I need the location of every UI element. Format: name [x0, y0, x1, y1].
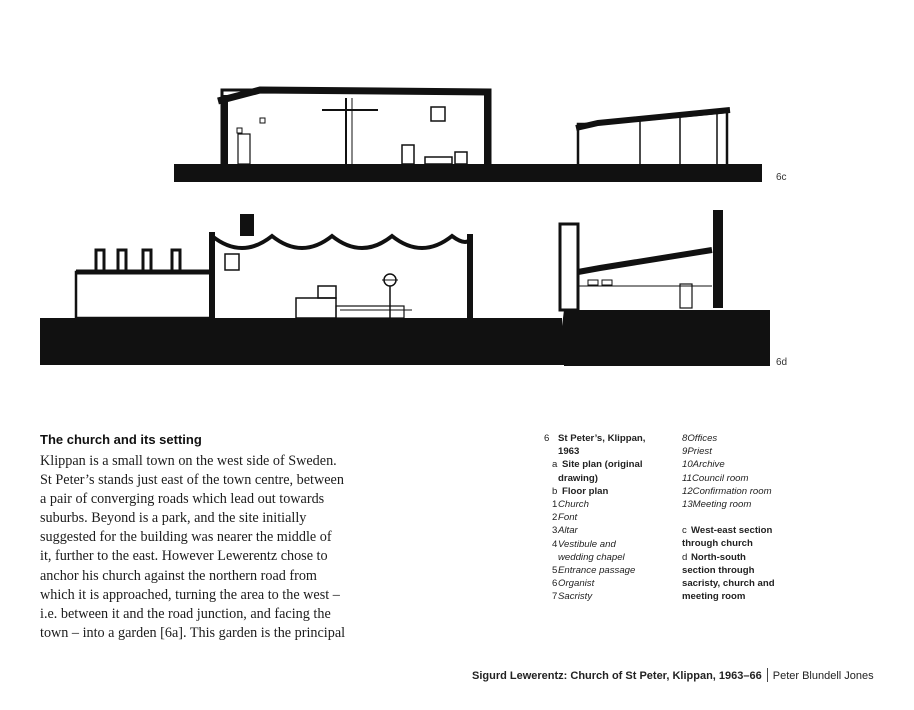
- legend-num: 8: [682, 433, 688, 444]
- legend-text: wedding chapel: [558, 551, 625, 563]
- legend-num: 13: [682, 499, 693, 511]
- legend-text: Meeting room: [692, 499, 752, 511]
- body-line: i.e. between it and the road junction, and facing the: [40, 605, 331, 622]
- legend-num: 9: [682, 446, 688, 458]
- body-line: which it is approached, turning the area to the west –: [40, 586, 340, 603]
- legend-num: 7: [552, 591, 558, 603]
- caption-key-c: c: [682, 525, 687, 537]
- caption-text-a: Site plan (original: [562, 459, 643, 471]
- legend-num: 10: [682, 459, 693, 471]
- caption-title-year: 1963: [558, 446, 580, 458]
- body-line: Klippan is a small town on the west side of Sweden.: [40, 453, 337, 469]
- legend-text: Font: [558, 512, 578, 524]
- caption-title: St Peter’s, Klippan,: [558, 433, 646, 444]
- caption-key-b: b: [552, 485, 558, 497]
- legend-text: Vestibule and: [558, 538, 616, 550]
- legend-text: Council room: [691, 472, 749, 484]
- footer-title: Sigurd Lewerentz: Church of St Peter, Klippan, 1963–66: [472, 670, 762, 682]
- caption-text-a-cont: drawing): [558, 472, 598, 484]
- figure-caption-left: [544, 432, 674, 604]
- running-footer: [472, 668, 892, 682]
- legend-num: 3: [552, 525, 558, 537]
- legend-text: Organist: [558, 578, 595, 590]
- caption-text-b: Floor plan: [562, 485, 609, 497]
- legend-num: 2: [552, 512, 558, 524]
- legend-num: 1: [552, 499, 558, 511]
- article-body: [40, 452, 392, 643]
- figure-caption-right: [682, 432, 792, 603]
- footer-author: Peter Blundell Jones: [772, 670, 874, 682]
- legend-text: Entrance passage: [558, 565, 636, 577]
- caption-text-c-cont: through church: [682, 538, 753, 550]
- caption-number: 6: [544, 433, 550, 444]
- caption-text-d-cont: section through: [682, 564, 755, 576]
- legend-num: 12: [682, 485, 693, 497]
- body-line: anchor his church against the northern road from: [40, 567, 317, 584]
- caption-key-d: d: [682, 551, 688, 563]
- caption-text-d-cont: sacristy, church and: [682, 578, 775, 590]
- body-line: suggested for the building was nearer the middle of: [40, 529, 332, 546]
- caption-text-d: North-south: [691, 551, 746, 563]
- legend-num: [544, 551, 558, 564]
- body-line: a pair of converging roads which lead out towards: [40, 491, 325, 508]
- body-line: suburbs. Beyond is a park, and the site initially: [40, 510, 307, 527]
- caption-key-a: a: [552, 459, 558, 471]
- caption-text-c: West-east section: [691, 525, 773, 537]
- section-6c: [174, 90, 762, 182]
- legend-text: Sacristy: [558, 591, 593, 603]
- body-line: St Peter’s stands just east of the town centre, between: [40, 472, 344, 489]
- section-6d: [40, 210, 770, 366]
- legend-num: 4: [552, 538, 558, 550]
- legend-text: Priest: [687, 446, 712, 458]
- body-line: town – into a garden [6a]. This garden is the principal: [40, 624, 346, 641]
- legend-text: Confirmation room: [692, 485, 772, 497]
- caption-text-d-cont: meeting room: [682, 591, 746, 603]
- legend-text: Church: [558, 499, 589, 511]
- legend-num: 5: [552, 565, 558, 577]
- figure-label-6d: 6d: [776, 357, 788, 368]
- legend-num: 6: [552, 578, 558, 590]
- figure-label-6c: 6c: [776, 172, 787, 183]
- legend-text: Altar: [558, 525, 578, 537]
- legend-text: Archive: [692, 459, 725, 471]
- legend-num: 11: [682, 472, 692, 484]
- article-heading: The church and its setting: [40, 432, 202, 447]
- body-line: it, further to the east. However Lewerentz chose to: [40, 548, 328, 565]
- ground-slab-6c: [174, 164, 762, 182]
- footer-divider: [767, 668, 768, 682]
- legend-text: Offices: [687, 433, 718, 444]
